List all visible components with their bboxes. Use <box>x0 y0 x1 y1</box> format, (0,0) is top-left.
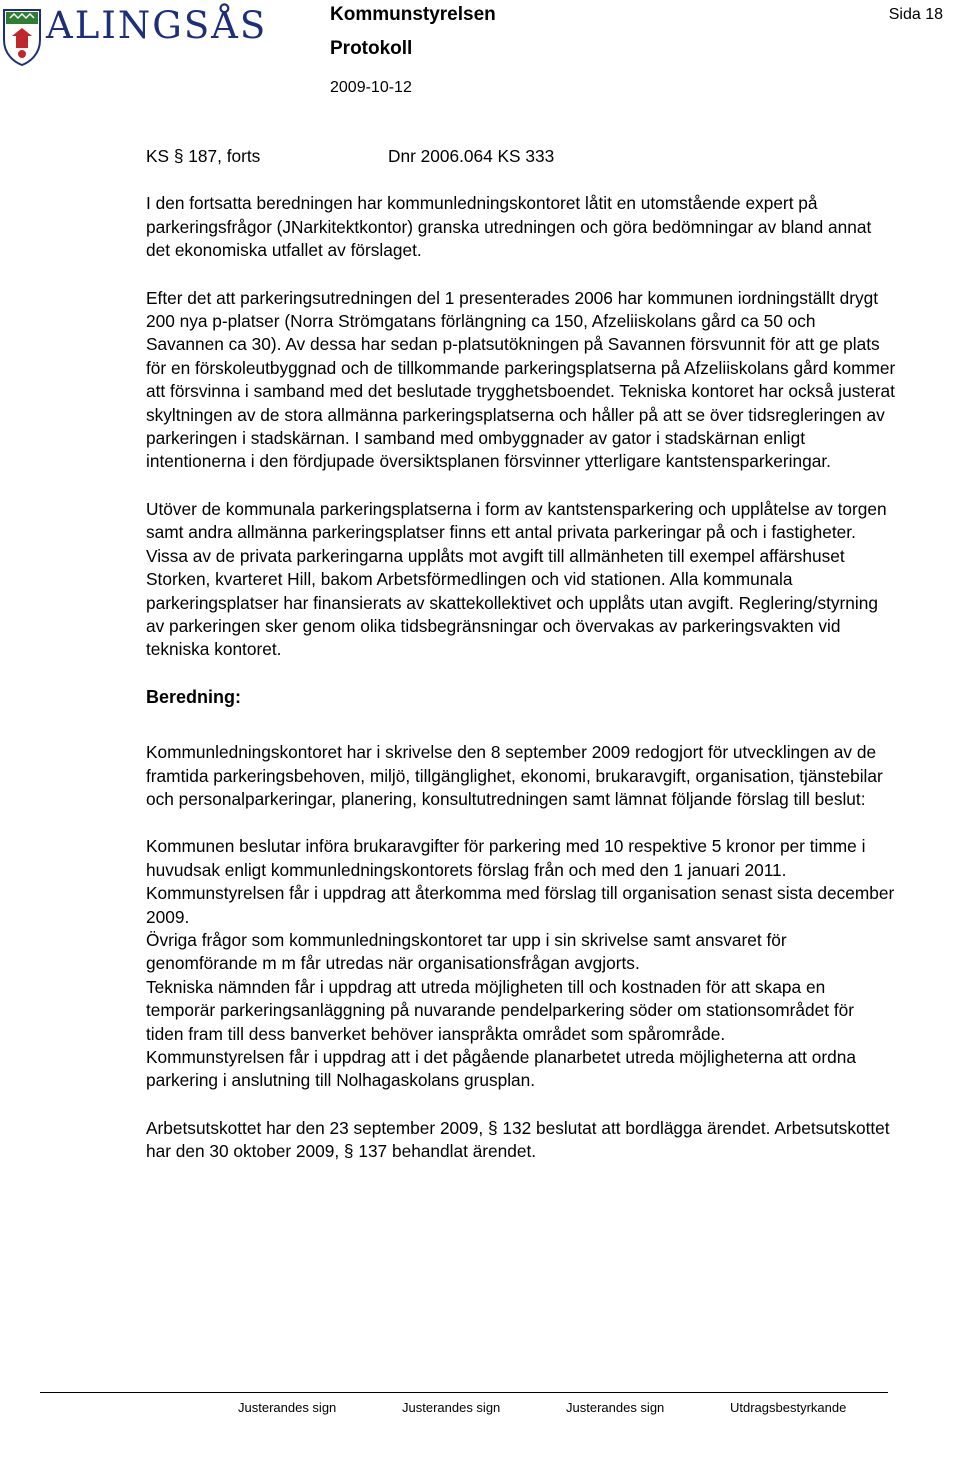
ks-reference: KS § 187, forts <box>146 146 261 166</box>
paragraph: Utöver de kommunala parkeringsplatserna i form av kantstensparkering och upplåtelse av torgen samt andra allmänna parkeringsplatser finns ett antal privata parkeringar på och i fastigheter. Vissa av de privata parkeringarna upplåts mot avgift till allmänheten till exempel affärshuset Storken, kvarteret Hill, bakom Arbetsförmedlingen och vid stationen. Alla kommunala parkeringsplatser har finansierats av skattekollektivet och upplåts utan avgift. Reglering/styrning av parkeringen sker genom olika tidsbegränsningar och övervakas av parkeringsvakten vid tekniska kontoret. <box>146 498 887 660</box>
proposal-item: Tekniska nämnden får i uppdrag att utreda möjligheten till och kostnaden för att skapa en temporär parkeringsanläggning på nuvarande pendelparkering söder om stationsområdet för tiden fram till dess banverket behöver ianspråkta området som spårområde. <box>146 976 854 1044</box>
header-date: 2009-10-12 <box>330 79 412 96</box>
closing-paragraph: Arbetsutskottet har den 23 september 2009, § 132 beslutat att bordlägga ärendet. Arbetsutskottet har den 30 oktober 2009, § 137 behandlat ärendet. <box>146 1117 890 1162</box>
case-reference <box>146 145 896 168</box>
paragraph: I den fortsatta beredningen har kommunledningskontoret låtit en utomstående expert på parkeringsfrågor (JNarkitektkontor) granska utredningen och göra bedömningar av bland annat det ekonomiska utfallet av förslaget. <box>146 193 872 261</box>
municipal-crest-icon <box>2 8 42 66</box>
logo-text: ALINGSÅS <box>46 4 268 47</box>
proposal-item: Kommunen beslutar införa brukaravgifter för parkering med 10 respektive 5 kronor per timme i huvudsak enligt kommunledningskontorets förslag från och med den 1 januari 2011. <box>146 836 866 880</box>
signature-field-2: Justerandes sign <box>402 1400 501 1415</box>
header-title: Kommunstyrelsen <box>330 4 496 25</box>
proposal-item: Övriga frågor som kommunledningskontoret tar upp i sin skrivelse samt ansvaret för genomförande m m får utredas när organisationsfrågan avgjorts. <box>146 929 787 974</box>
proposal-item: Kommunstyrelsen får i uppdrag att återkomma med förslag till organisation senast sista december 2009. <box>146 883 895 927</box>
beredning-intro: Kommunledningskontoret har i skrivelse den 8 september 2009 redogjort för utvecklingen av de framtida parkeringsbehoven, miljö, tillgänglighet, ekonomi, brukaravgift, organisation, tjänstebilar och personalparkeringar, planering, konsultutredningen samt lämnat följande förslag till beslut: <box>146 742 883 809</box>
proposal-item: Kommunstyrelsen får i uppdrag att i det pågående planarbetet utreda möjligheterna att ordna parkering i anslutning till Nolhagaskolans grusplan. <box>146 1047 856 1091</box>
signature-field-3: Justerandes sign <box>566 1400 665 1415</box>
beredning-heading: Beredning: <box>146 686 242 707</box>
header-subtitle: Protokoll <box>330 38 413 59</box>
paragraph: Efter det att parkeringsutredningen del 1 presenterades 2006 har kommunen iordningställt drygt 200 nya p-platser (Norra Strömgatans förlängning ca 150, Afzeliiskolans gård ca 50 och Savannen ca 30). Av dessa har sedan p-platsutökningen på Savannen försvunnit för att ge plats för en förskoleutbyggnad och de tillkommande parkeringsplatserna på Afzeliiskolans gård kommer att försvinna i samband med det beslutade trygghetsboendet. Tekniska kontoret har också justerat skyltningen av de stora allmänna parkeringsplatserna och håller på att se över tidsregleringen av parkeringen i stadskärnan. I samband med ombyggnader av gator i stadskärnan enligt intentionerna i den fördjupade översiktsplanen försvinner ytterligare kantstensparkeringar. <box>146 287 896 472</box>
extract-certification-field: Utdragsbestyrkande <box>730 1400 847 1415</box>
signature-field-1: Justerandes sign <box>238 1400 337 1415</box>
document-body <box>146 145 896 1164</box>
page-number: Sida 18 <box>888 6 943 23</box>
signature-line <box>40 1392 888 1393</box>
municipality-logo <box>2 4 268 72</box>
dnr-reference: Dnr 2006.064 KS 333 <box>388 146 555 166</box>
